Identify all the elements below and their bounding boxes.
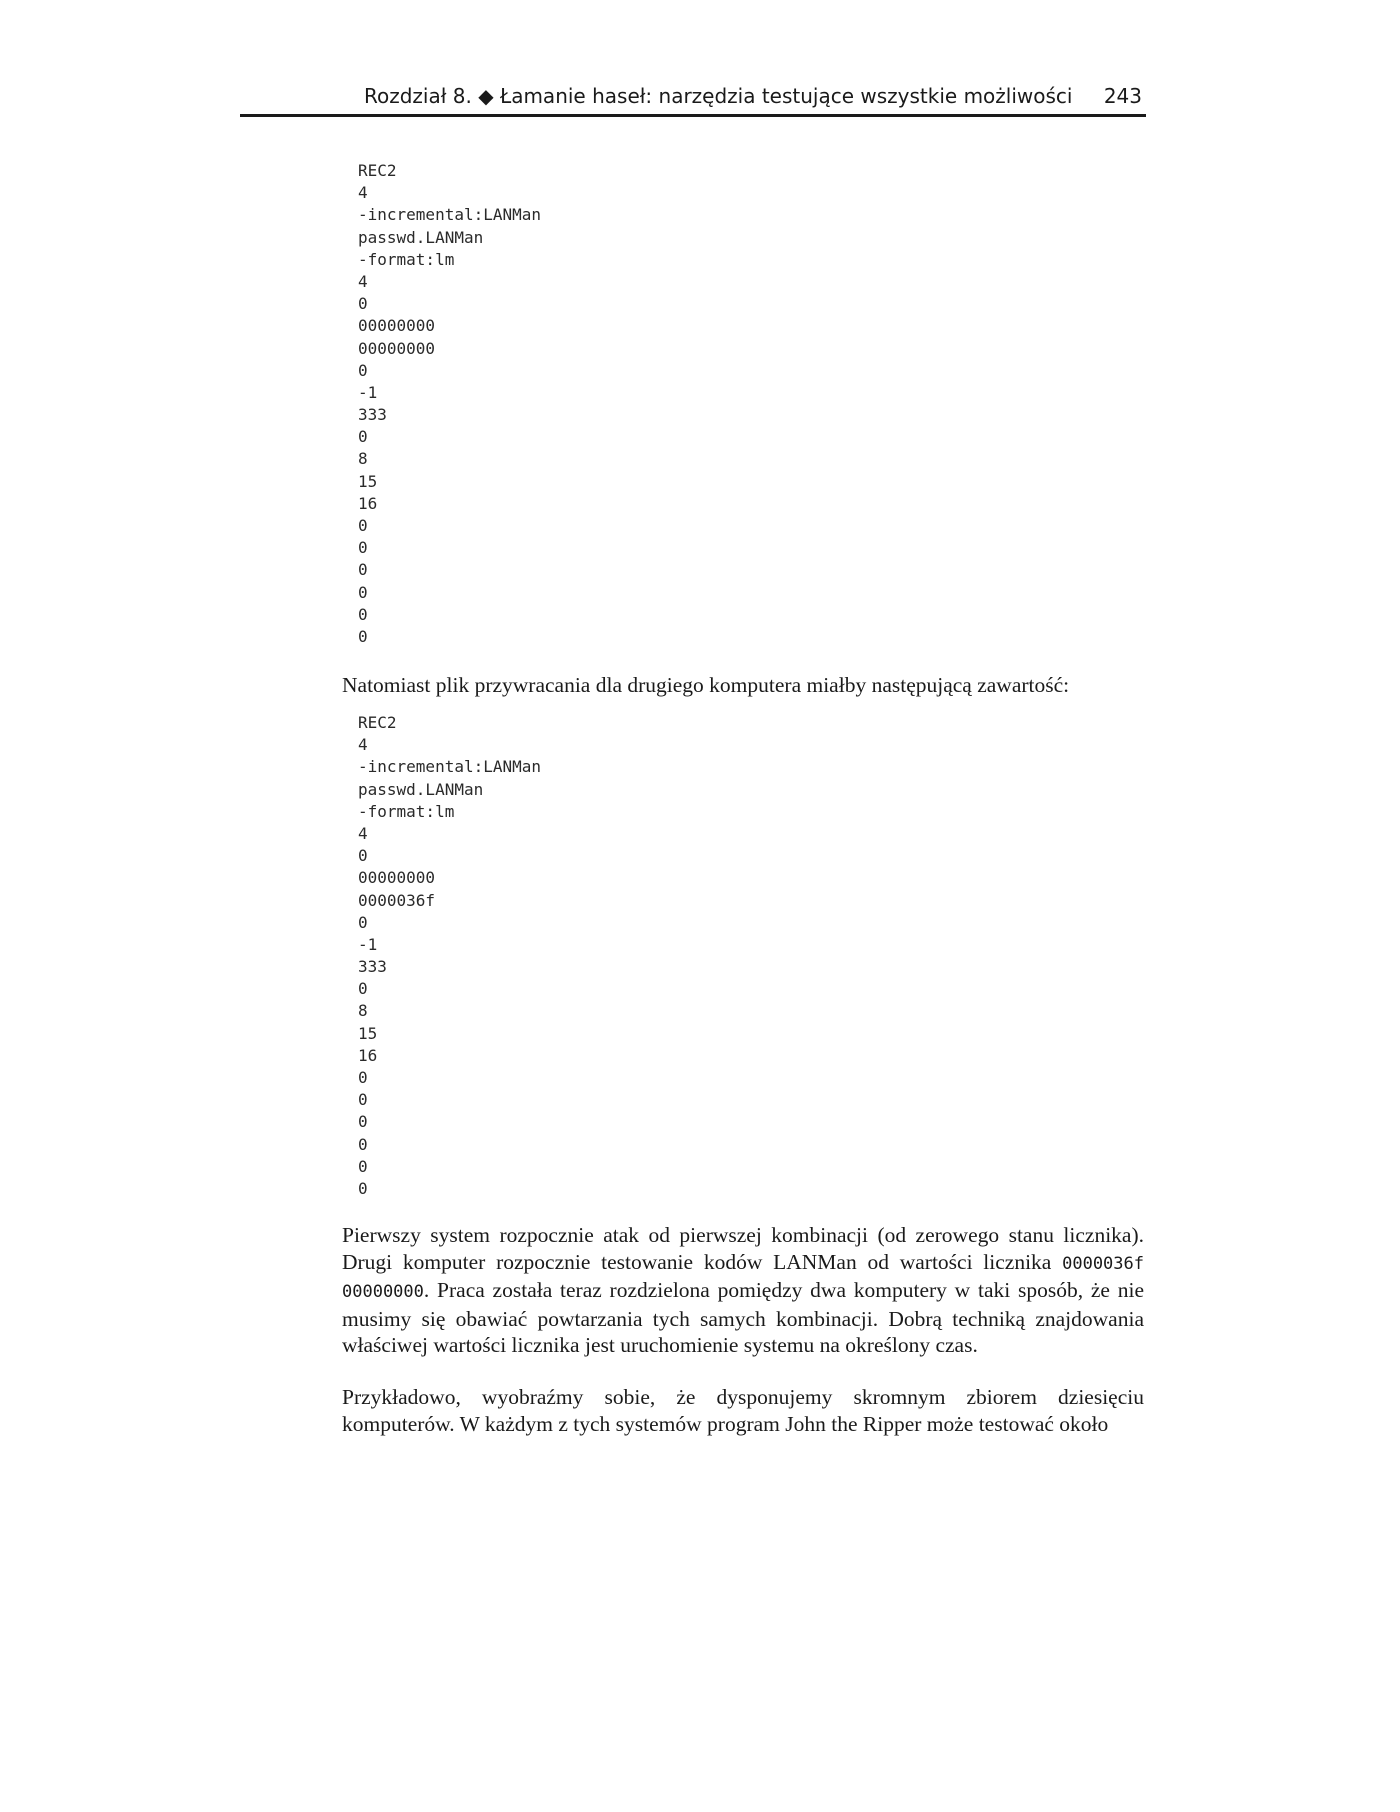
paragraph-counter-explanation <box>342 1222 1144 1359</box>
code-line: 4 <box>358 271 368 291</box>
code-line: -format:lm <box>358 801 455 821</box>
paragraph-text: . Praca została teraz rozdzielona pomiędzy dwa komputery w taki sposób, że nie musimy się obawiać powtarzania tych samych kombinacji. Dobrą techniką znajdowania właściwej wartości licznika jest uruchomienie systemu na określony czas. <box>342 1278 1144 1357</box>
code-line: 00000000 <box>358 338 436 358</box>
code-line: 0 <box>358 582 368 602</box>
code-line: -format:lm <box>358 249 455 269</box>
paragraph-text: Pierwszy system rozpocznie atak od pierwszej kombinacji (od zerowego stanu licznika). Drugi komputer rozpocznie testowanie kodów LANMan od wartości licznika <box>342 1223 1144 1274</box>
code-block-second-computer <box>358 712 541 1200</box>
code-line: 0 <box>358 912 368 932</box>
code-line: -1 <box>358 382 378 402</box>
code-line: 0 <box>358 427 368 447</box>
chapter-title: Rozdział 8. ◆ Łamanie haseł: narzędzia testujące wszystkie możliwości <box>364 84 1073 108</box>
code-line: 00000000 <box>358 868 436 888</box>
code-line: -incremental:LANMan <box>358 205 542 225</box>
code-line: 0 <box>358 294 368 314</box>
code-line: 0 <box>358 1178 368 1198</box>
code-line: -1 <box>358 934 378 954</box>
code-line: 0000036f <box>358 890 436 910</box>
code-line: -incremental:LANMan <box>358 757 542 777</box>
code-line: 0 <box>358 1156 368 1176</box>
code-line: 0 <box>358 538 368 558</box>
code-line: 0 <box>358 1090 368 1110</box>
running-header <box>240 84 1146 117</box>
inline-code-counter: 0000036f 00000000 <box>342 1253 1144 1302</box>
code-line: 15 <box>358 471 378 491</box>
code-line: 0 <box>358 604 368 624</box>
code-line: 0 <box>358 1112 368 1132</box>
code-line: 8 <box>358 449 368 469</box>
code-line: 8 <box>358 1001 368 1021</box>
code-line: 4 <box>358 735 368 755</box>
page-number: 243 <box>1103 84 1142 108</box>
code-line: 0 <box>358 360 368 380</box>
code-line: REC2 <box>358 713 397 732</box>
intro-paragraph: Natomiast plik przywracania dla drugiego komputera miałby następującą zawartość: <box>342 673 1070 697</box>
code-line: 16 <box>358 1045 378 1065</box>
code-line: 00000000 <box>358 316 436 336</box>
code-line: 16 <box>358 493 378 513</box>
code-line: 4 <box>358 183 368 203</box>
code-line: 0 <box>358 1068 368 1087</box>
code-line: 0 <box>358 516 368 535</box>
code-line: 0 <box>358 846 368 866</box>
code-line: 0 <box>358 979 368 999</box>
code-line: 333 <box>358 957 387 977</box>
code-line: passwd.LANMan <box>358 779 484 799</box>
code-line: 0 <box>358 1134 368 1154</box>
code-block-first-computer <box>358 160 541 648</box>
code-line: 333 <box>358 405 387 425</box>
code-line: 0 <box>358 626 368 646</box>
code-line: passwd.LANMan <box>358 227 484 247</box>
code-line: REC2 <box>358 161 397 180</box>
paragraph-example: Przykładowo, wyobraźmy sobie, że dysponujemy skromnym zbiorem dziesięciu komputerów. W każdym z tych systemów program John the Ripper może testować około <box>342 1385 1144 1436</box>
code-line: 4 <box>358 823 368 843</box>
code-line: 15 <box>358 1023 378 1043</box>
code-line: 0 <box>358 560 368 580</box>
